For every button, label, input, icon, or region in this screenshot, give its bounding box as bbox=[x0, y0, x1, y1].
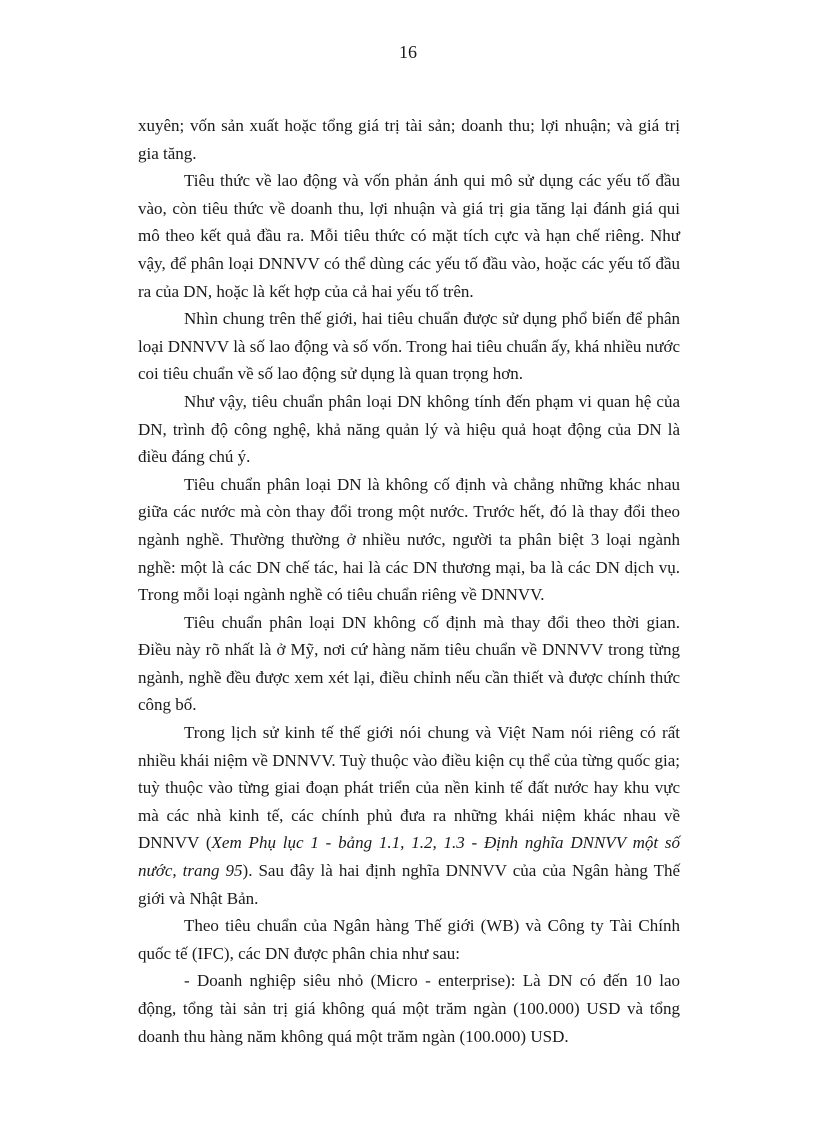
paragraph-micro-enterprise: - Doanh nghiệp siêu nhỏ (Micro - enterprise): Là DN có đến 10 lao động, tổng tài sản trị giá không quá một trăm ngàn (100.000) USD và tổng doanh thu hàng năm không quá một trăm ngàn (100.000) USD. bbox=[138, 971, 680, 1046]
paragraph-time-variation: Tiêu chuẩn phân loại DN không cố định mà thay đổi theo thời gian. Điều này rõ nhất là ở Mỹ, nơi cứ hàng năm tiêu chuẩn về DNNVV trong từng ngành, nghề đều được xem xét lại, điều chỉnh nếu cần thiết và được chính thức công bố. bbox=[138, 612, 680, 715]
paragraph-common-standards: Nhìn chung trên thế giới, hai tiêu chuẩn được sử dụng phổ biến để phân loại DNNVV là số lao động và số vốn. Trong hai tiêu chuẩn ấy, khá nhiều nước coi tiêu chuẩn về số lao động sử dụng là quan trọng hơn. bbox=[138, 309, 680, 384]
definitions-text-after: ). Sau đây là hai định nghĩa DNNVV của của Ngân hàng Thế giới và Nhật Bản. bbox=[138, 861, 681, 908]
paragraph-continuation: xuyên; vốn sản xuất hoặc tổng giá trị tài sản; doanh thu; lợi nhuận; và giá trị gia tăng. bbox=[138, 116, 680, 163]
paragraph-wb-ifc-intro: Theo tiêu chuẩn của Ngân hàng Thế giới (WB) và Công ty Tài Chính quốc tế (IFC), các DN được phân chia như sau: bbox=[138, 916, 680, 963]
page-number: 16 bbox=[399, 42, 417, 62]
document-body bbox=[138, 112, 680, 1050]
definitions-text-before: Trong lịch sử kinh tế thế giới nói chung và Việt Nam nói riêng có rất nhiều khái niệm về DNNVV. Tuỳ thuộc vào điều kiện cụ thể của từng quốc gia; tuỳ thuộc vào từng giai đoạn phát triển của nền kinh tế đất nước hay khu vực mà các nhà kinh tế, các chính phủ đưa ra những khái niệm khác nhau về DNNVV ( bbox=[138, 723, 680, 853]
paragraph-definitions bbox=[138, 719, 680, 912]
paragraph-classification-note: Như vậy, tiêu chuẩn phân loại DN không tính đến phạm vi quan hệ của DN, trình độ công nghệ, khả năng quản lý và hiệu quả hoạt động của DN là điều đáng chú ý. bbox=[138, 391, 680, 467]
paragraph-industry-variation: Tiêu chuẩn phân loại DN là không cố định và chẳng những khác nhau giữa các nước mà còn thay đổi trong một nước. Trước hết, đó là thay đổi theo ngành nghề. Thường thường ở nhiều nước, người ta phân biệt 3 loại ngành nghề: một là các DN chế tác, hai là các DN thương mại, ba là các DN dịch vụ. Trong mỗi loại ngành nghề có tiêu chuẩn riêng về DNNVV. bbox=[138, 474, 680, 605]
appendix-reference: Xem Phụ lục 1 - bảng 1.1, 1.2, 1.3 - Định nghĩa DNNVV một số nước, trang 95 bbox=[138, 833, 680, 881]
paragraph-input-output-criteria: Tiêu thức về lao động và vốn phản ánh qui mô sử dụng các yếu tố đầu vào, còn tiêu thức về doanh thu, lợi nhuận và giá trị gia tăng lại đánh giá qui mô theo kết quả đầu ra. Mỗi tiêu thức có mặt tích cực và hạn chế riêng. Như vậy, để phân loại DNNVV có thể dùng các yếu tố đầu vào, hoặc các yếu tố đầu ra của DN, hoặc là kết hợp của cả hai yếu tố trên. bbox=[138, 171, 680, 301]
